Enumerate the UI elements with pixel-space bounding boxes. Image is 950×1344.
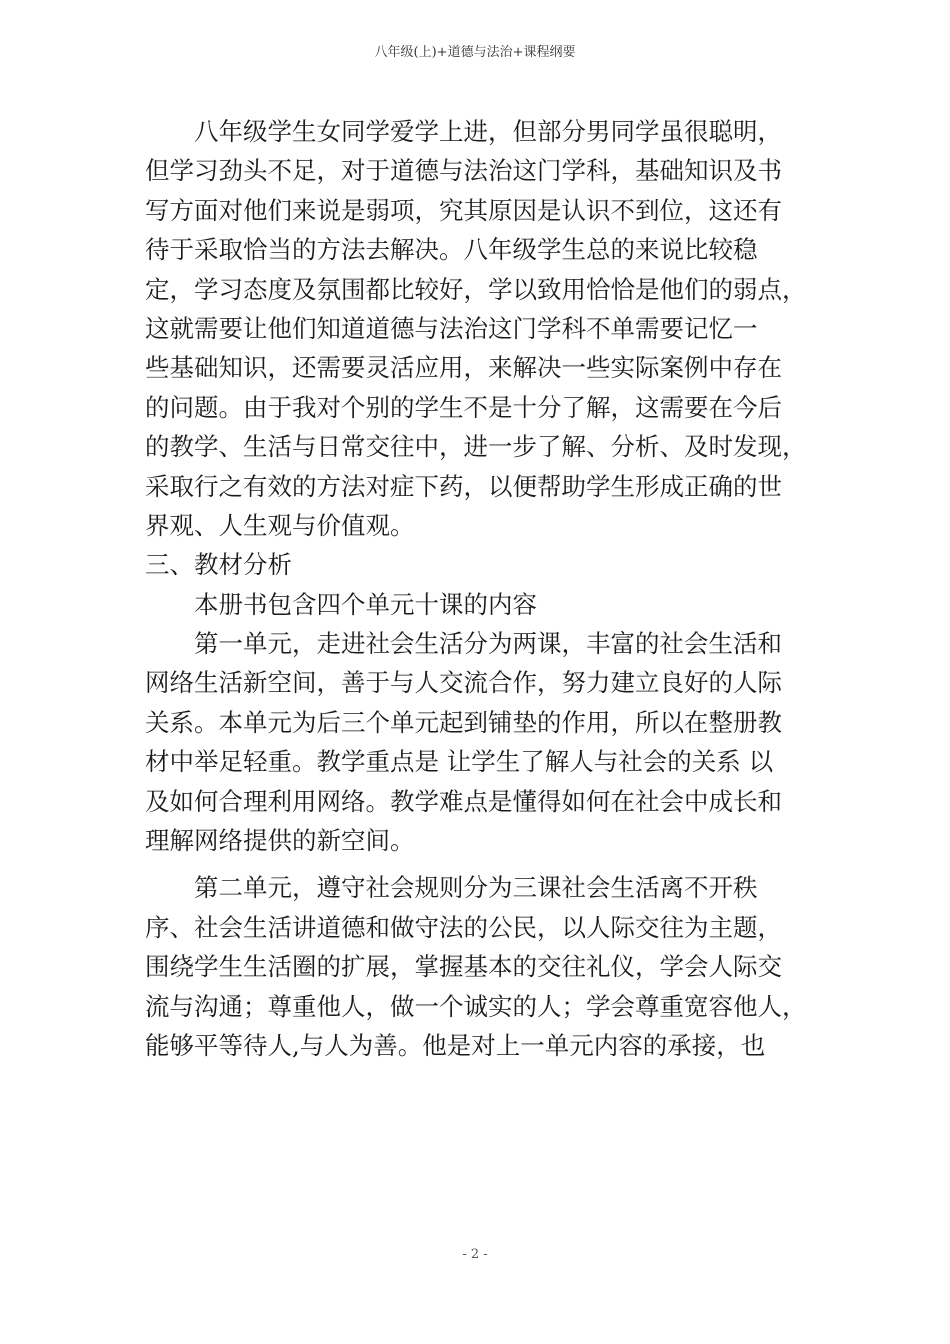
text-line: 关系。本单元为后三个单元起到铺垫的作用，所以在整册教: [145, 707, 782, 737]
text-line: 的问题。由于我对个别的学生不是十分了解，这需要在今后: [145, 392, 782, 422]
text-line: 能够平等待人,与人为善。他是对上一单元内容的承接，也: [145, 1030, 766, 1060]
text-line: 围绕学生生活圈的扩展，掌握基本的交往礼仪，学会人际交: [145, 952, 782, 982]
body-text: [145, 112, 809, 1065]
text-line: 理解网络提供的新空间。: [145, 826, 415, 856]
running-header: 八年级(上)+道德与法治+课程纲要: [374, 45, 576, 60]
text-line: 定，学习态度及氛围都比较好，学以致用恰恰是他们的弱点，: [145, 274, 807, 304]
text-line: 第二单元，遵守社会规则分为三课社会生活离不开秩: [194, 873, 758, 903]
text-line: 写方面对他们来说是弱项，究其原因是认识不到位，这还有: [145, 195, 782, 225]
page-number: - 2 -: [462, 1247, 488, 1262]
text-line: 待于采取恰当的方法去解决。八年级学生总的来说比较稳: [145, 235, 758, 265]
text-line: 材中举足轻重。教学重点是 让学生了解人与社会的关系 以: [145, 747, 774, 777]
text-line: 网络生活新空间，善于与人交流合作，努力建立良好的人际: [145, 668, 782, 698]
text-line: 流与沟通；尊重他人，做一个诚实的人；学会尊重宽容他人，: [145, 991, 807, 1021]
text-line: 界观、人生观与价值观。: [145, 510, 415, 540]
text-line: 本册书包含四个单元十课的内容: [194, 589, 537, 619]
text-line: 但学习劲头不足，对于道德与法治这门学科，基础知识及书: [145, 156, 782, 186]
text-line: 及如何合理利用网络。教学难点是懂得如何在社会中成长和: [145, 786, 782, 816]
text-line: 的教学、生活与日常交往中，进一步了解、分析、及时发现，: [145, 432, 807, 462]
text-line: 采取行之有效的方法对症下药，以便帮助学生形成正确的世: [145, 471, 782, 501]
section-heading: 三、教材分析: [145, 550, 292, 580]
text-line: 些基础知识，还需要灵活应用，来解决一些实际案例中存在: [145, 353, 782, 383]
text-line: 序、社会生活讲道德和做守法的公民，以人际交往为主题，: [145, 912, 782, 942]
text-line: 八年级学生女同学爱学上进，但部分男同学虽很聪明，: [194, 117, 782, 146]
paragraph-gap: [145, 860, 809, 868]
text-line: 这就需要让他们知道道德与法治这门学科不单需要记忆一: [145, 313, 758, 343]
text-line: 第一单元，走进社会生活分为两课，丰富的社会生活和: [194, 629, 782, 659]
